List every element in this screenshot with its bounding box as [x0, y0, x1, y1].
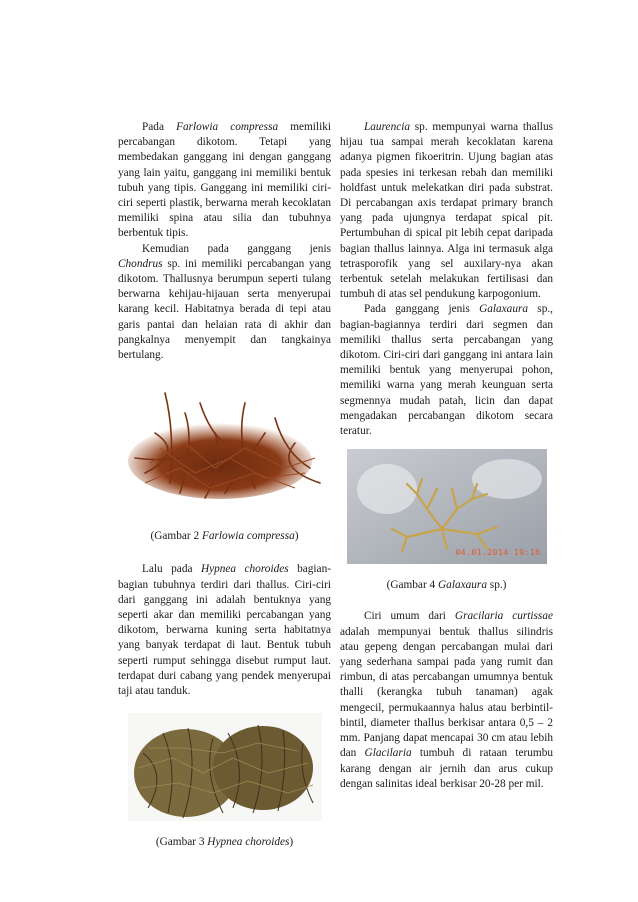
- figure-4-caption: (Gambar 4 Galaxaura sp.): [386, 579, 507, 592]
- paragraph-chondrus: Kemudian pada ganggang jenis Chondrus sp. ini memiliki percabangan yang dikotom. Thallusnya berumpun seperti tulang berwarna kehijau-hijauan serta menyerupai karang kecil. Habitatnya berada di tepi atau garis pantai dan helaian rata di akhir dan pangkalnya menyempit dan tangkainya bertulang.: [118, 242, 331, 362]
- paragraph-galaxaura: Pada ganggang jenis Galaxaura sp., bagian-bagiannya terdiri dari segmen dan memiliki thallus serta percabangan yang dikotom. Ciri-ciri dari ganggang ini antara lain memiliki bentuk yang menyerupai pohon, memiliki warna yang merah keunguan serta segmennya mudah patah, licin dan dapat mengadakan percabangan dikotom secara teratur.: [340, 303, 553, 438]
- left-column: [118, 120, 331, 850]
- galaxaura-photo: [347, 449, 547, 564]
- paragraph-laurencia: Laurencia sp. mempunyai warna thallus hijau tua sampai merah kecoklatan karena adanya pigmen fikoeritrin. Ujung bagian atas pada spesies ini terkesan rebah dan memiliki holdfast untuk melekatkan diri pada substrat. Di percabangan axis terdapat primary branch yang pada ujungnya terdapat spical pit. Pertumbuhan di spical pit lebih cepat daripada bagian thallus lainnya. Alga ini termasuk alga tetrasporofik yang sel auxilary-nya akan terbentuk setelah melakukan fertilisasi dan tumbuh di atas sel pendukung karpogonium.: [340, 121, 553, 301]
- hypnea-photo: [128, 713, 322, 821]
- figure-3-caption: (Gambar 3 Hypnea choroides): [155, 836, 294, 849]
- right-column: [340, 120, 553, 792]
- figure-2-caption: (Gambar 2 Farlowia compressa): [150, 530, 299, 543]
- photo-timestamp: 04.01.2014 19:16: [455, 548, 541, 558]
- paragraph-hypnea: Lalu pada Hypnea choroides bagian-bagian tubuhnya terdiri dari thallus. Ciri-ciri dari ganggang ini adalah bentuknya yang seperti akar dan memiliki percabangan yang dikotom, berwarna kuning serta habitatnya yang banyak terdapat di laut. Bentuk tubuh seperti rumput sehingga disebut rumput laut. terdapat duri cabang yang pendek menyerupai taji atau tanduk.: [118, 563, 331, 698]
- paragraph-farlowia: Pada Farlowia compressa memiliki percabangan dikotom. Tetapi yang membedakan ganggang ini dengan ganggang yang lain yaitu, ganggang ini memiliki bentuk tubuh yang tipis. Ganggang ini memiliki ciri-ciri seperti plastik, berwarna merah kecoklatan memiliki spina atau silia dan tubuhnya berbentuk tipis.: [118, 121, 331, 240]
- paragraph-gracilaria: Ciri umum dari Gracilaria curtissae adalah mempunyai bentuk thallus silindris atau gepeng dengan percabangan mulai dari yang sederhana sampai pada yang rumit dan rimbun, di atas percabangan umumnya bentuk thalli (kerangka tubuh tanaman) agak mengecil, permukaannya halus atau berbintil-bintil, diameter thallus berkisar antara 0,5 – 2 mm. Panjang dapat mencapai 30 cm atau lebih dan Glacilaria tumbuh di rataan terumbu karang dengan air jernih dan arus cukup dengan salinitas ideal berkisar 20-28 per mil.: [340, 610, 554, 790]
- farlowia-photo: [125, 373, 325, 513]
